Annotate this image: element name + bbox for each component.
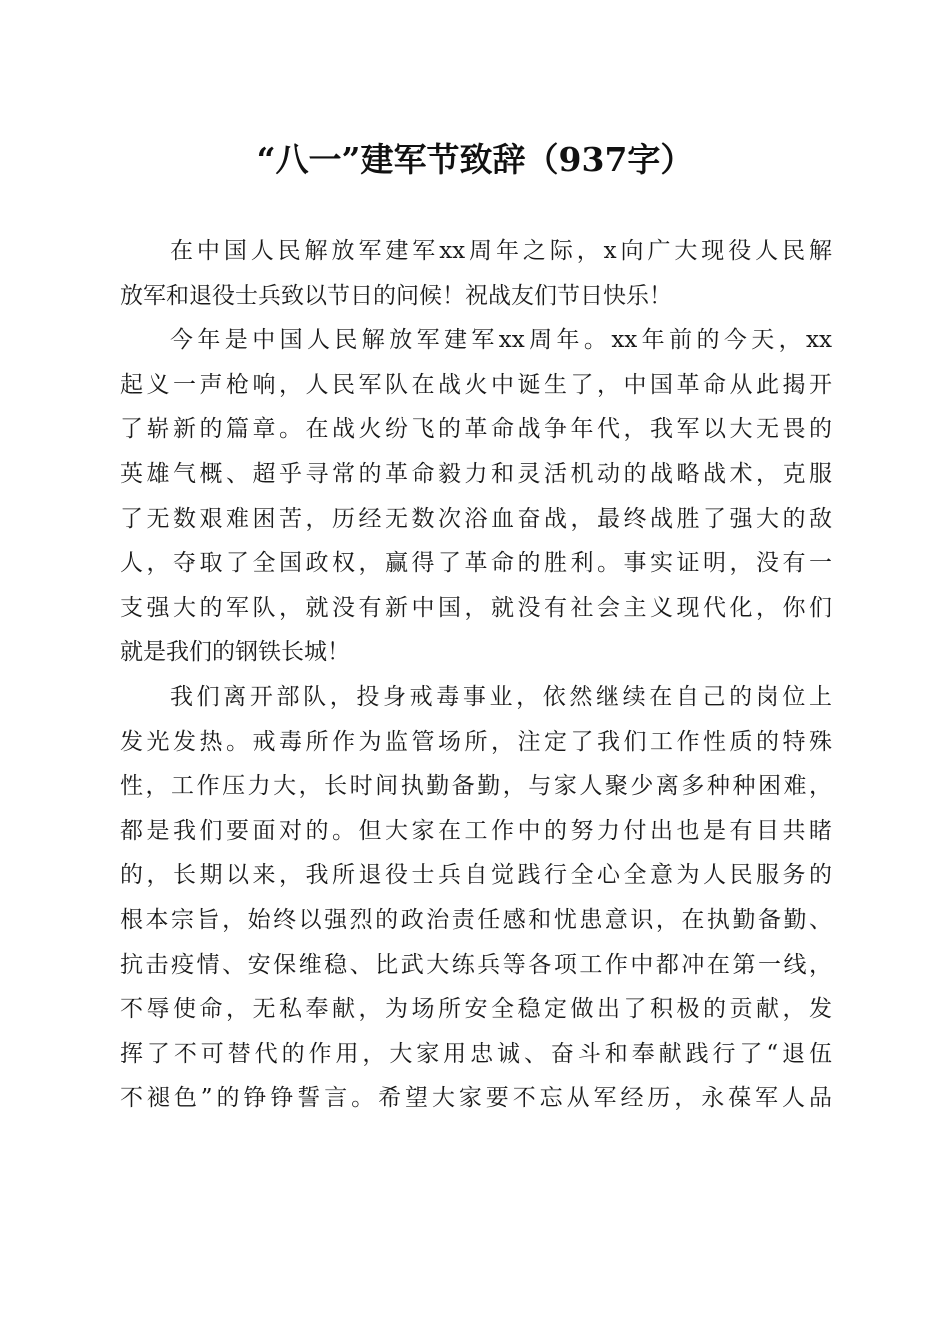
paragraph-2-line-7: 支强大的军队，就没有新中国，就没有社会主义现代化，你们 (120, 594, 832, 621)
document-title: “八一”建军节致辞（937字） (256, 140, 694, 179)
paragraph-3-line-9: 挥了不可替代的作用，大家用忠诚、奋斗和奉献践行了“退伍 (120, 1040, 832, 1067)
paragraph-2-line-8: 就是我们的钢铁长城！ (120, 639, 350, 666)
paragraph-3-line-10: 不褪色”的铮铮誓言。希望大家要不忘从军经历，永葆军人品 (120, 1085, 832, 1112)
paragraph-2-line-2: 起义一声枪响，人民军队在战火中诞生了，中国革命从此揭开 (120, 371, 832, 398)
paragraph-3-line-4: 都是我们要面对的。但大家在工作中的努力付出也是有目共睹 (120, 817, 832, 844)
paragraph-2-line-1: 今年是中国人民解放军建军xx周年。xx年前的今天，xx (170, 327, 832, 354)
paragraph-1-line-2: 放军和退役士兵致以节日的问候！祝战友们节日快乐！ (120, 282, 672, 309)
paragraph-1-line-1: 在中国人民解放军建军xx周年之际，x向广大现役人民解 (170, 238, 832, 264)
paragraph-2-line-6: 人，夺取了全国政权，赢得了革命的胜利。事实证明，没有一 (120, 550, 832, 577)
paragraph-3-line-7: 抗击疫情、安保维稳、比武大练兵等各项工作中都冲在第一线， (120, 951, 832, 978)
paragraph-3-line-2: 发光发热。戒毒所作为监管场所，注定了我们工作性质的特殊 (120, 728, 832, 755)
paragraph-2-line-5: 了无数艰难困苦，历经无数次浴血奋战，最终战胜了强大的敌 (120, 505, 832, 532)
paragraph-3-line-1: 我们离开部队，投身戒毒事业，依然继续在自己的岗位上 (170, 683, 832, 710)
paragraph-3-line-3: 性，工作压力大，长时间执勤备勤，与家人聚少离多种种困难， (120, 773, 832, 800)
paragraph-3-line-6: 根本宗旨，始终以强烈的政治责任感和忧患意识，在执勤备勤、 (120, 906, 832, 933)
paragraph-2-line-3: 了崭新的篇章。在战火纷飞的革命战争年代，我军以大无畏的 (120, 416, 832, 443)
paragraph-2-line-4: 英雄气概、超乎寻常的革命毅力和灵活机动的战略战术，克服 (120, 460, 832, 487)
document-body (120, 229, 832, 1121)
paragraph-3-line-8: 不辱使命，无私奉献，为场所安全稳定做出了积极的贡献，发 (120, 996, 832, 1023)
paragraph-3-line-5: 的，长期以来，我所退役士兵自觉践行全心全意为人民服务的 (120, 862, 832, 889)
